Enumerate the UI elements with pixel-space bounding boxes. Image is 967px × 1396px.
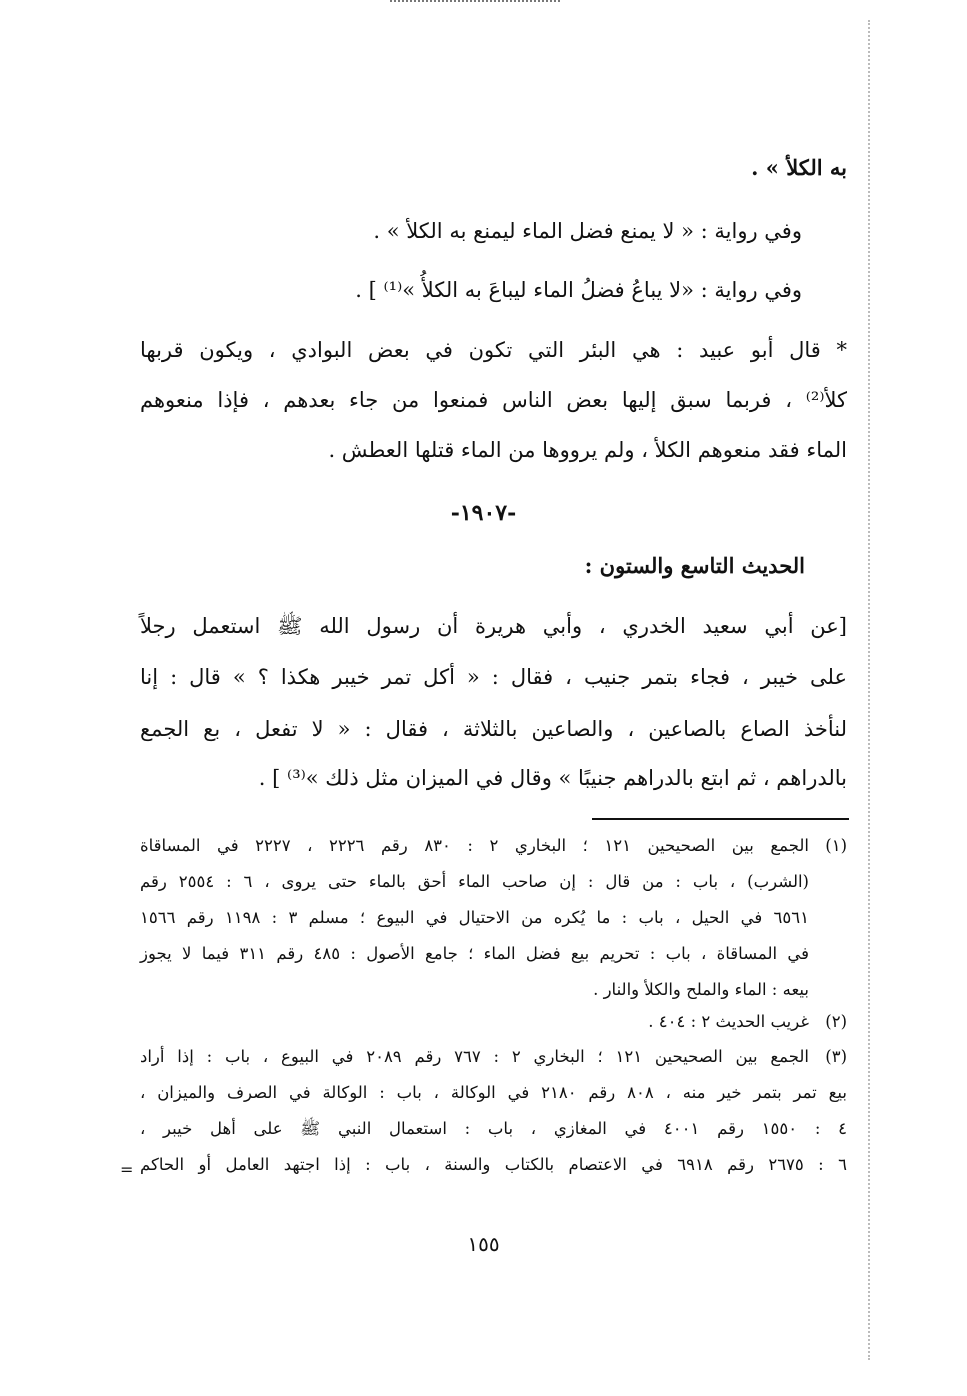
footnote-1-line-3: ٦٥٦١ في الحيل ، باب : ما يُكره من الاحتيال في البيوع ؛ مسلم ٣ : ١١٩٨ رقم ١٥٦٦ xyxy=(140,908,809,927)
hadith-line-4: بالدراهم ، ثم ابتع بالدراهم جنيبًا » وقال في الميزان مثل ذلك »⁽³⁾ ] . xyxy=(258,766,847,790)
main-line-3: وفي رواية : «لا يباعُ فضلُ الماء ليباعَ به الكلأُ »⁽¹⁾ ] . xyxy=(355,278,802,302)
footnote-1-line-4: في المساقاة ، باب : تحريم بيع فضل الماء ؛ جامع الأصول : ٤٨٥ رقم ٣١١ فيما لا يجوز xyxy=(140,944,810,963)
footnote-1-line-1: الجمع بين الصحيحين ١٢١ ؛ البخاري ٢ : ٨٣٠ رقم ٢٢٢٦ ، ٢٢٢٧ في المساقاة xyxy=(140,836,809,855)
continuation-mark: = xyxy=(120,1160,134,1179)
main-line-6: الماء فقد منعوهم الكلأ ، ولم يرووها من الماء قتلها العطش . xyxy=(328,438,847,462)
page-number: ١٥٥ xyxy=(467,1232,500,1256)
hadith-line-3: لنأخذ الصاع بالصاعين ، والصاعين بالثلاثة ، فقال : « لا تفعل ، بع الجمع xyxy=(140,717,847,741)
footnote-3-line-4: ٦ : ٢٦٧٥ رقم ٦٩١٨ في الاعتصام بالكتاب والسنة ، باب : إذا اجتهد العامل أو الحاكم xyxy=(140,1155,847,1174)
footnote-1-number: (١) xyxy=(825,836,847,855)
hadith-number: -١٩٠٧- xyxy=(450,500,517,526)
main-line-1: به الكلأ » . xyxy=(751,155,847,180)
hadith-line-1: [عن أبي سعيد الخدري ، وأبي هريرة أن رسول الله ﷺ استعمل رجلاً xyxy=(140,614,847,638)
page-edge-line xyxy=(868,20,870,1360)
main-line-5: كلأ⁽²⁾ ، فربما سبق إليها بعض الناس فمنعوا من جاء بعدهم ، فإذا منعوهم xyxy=(140,388,847,412)
footnote-separator xyxy=(592,818,849,820)
footnote-3-line-2: بيع تمر بتمر خير منه ، ٨٠٨ رقم ٢١٨٠ في الوكالة ، باب : الوكالة في الصرف والميزان ، xyxy=(140,1083,847,1102)
footnote-3-line-1: الجمع بين الصحيحين ١٢١ ؛ البخاري ٢ : ٧٦٧ رقم ٢٠٨٩ في البيوع ، باب : إذا أراد xyxy=(140,1047,809,1066)
footnote-3-number: (٣) xyxy=(825,1047,847,1066)
footnote-2-number: (٢) xyxy=(825,1012,847,1031)
section-title: الحديث التاسع والستون : xyxy=(584,553,805,578)
main-line-4: * قال أبو عبيد : هي البئر التي تكون في بعض البوادي ، ويكون قربها xyxy=(140,338,847,362)
footnote-1-line-2: (الشرب) ، باب : من قال : إن صاحب الماء أحق بالماء حتى يروى ، ٦ : ٢٥٥٤ رقم xyxy=(140,872,809,891)
footnote-3-line-3: ٤ : ١٥٥٠ رقم ٤٠٠١ في المغازي ، باب : استعمال النبي ﷺ على أهل خيبر ، xyxy=(140,1119,847,1138)
top-edge-marks xyxy=(390,0,560,10)
footnote-2-line-1: غريب الحديث ٢ : ٤٠٤ . xyxy=(648,1012,809,1031)
footnote-1-line-5: بيعه : الماء والملح والكلأ والنار . xyxy=(593,980,809,999)
hadith-line-2: على خيبر ، فجاء بتمر جنيب ، فقال : « أكل تمر خيبر هكذا ؟ » قال : إنا xyxy=(140,665,847,689)
main-line-2: وفي رواية : « لا يمنع فضل الماء ليمنع به الكلأ » . xyxy=(373,219,802,243)
